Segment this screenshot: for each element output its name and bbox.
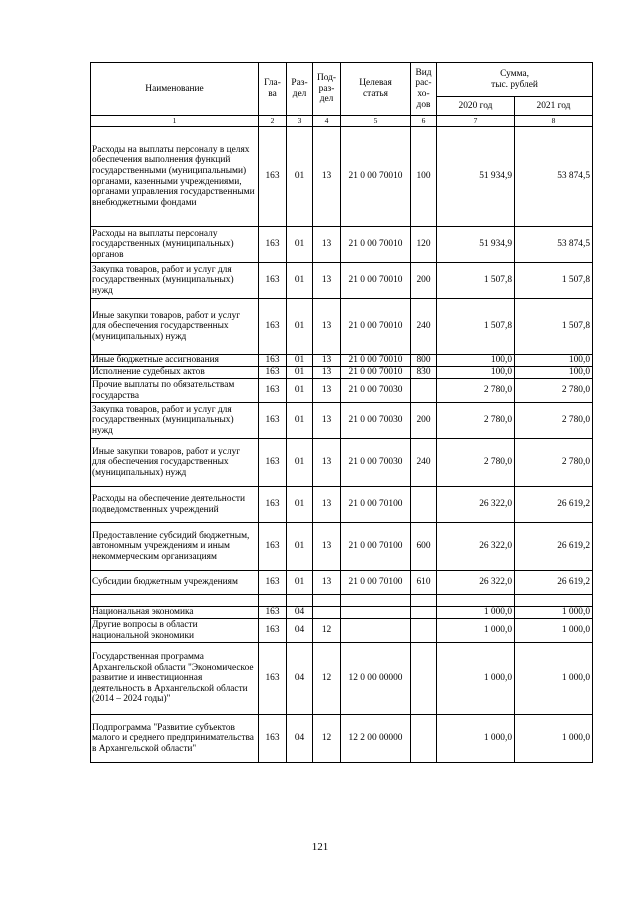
cell-razdel: 01 (287, 263, 313, 299)
table-row (91, 263, 593, 299)
cell-vid (411, 643, 437, 715)
cell-glava: 163 (259, 379, 287, 403)
cell-target: 21 0 00 70010 (341, 263, 411, 299)
col-number: 7 (437, 116, 515, 127)
cell-vid: 240 (411, 439, 437, 487)
cell-podrazdel: 13 (313, 127, 341, 227)
cell-target (341, 595, 411, 607)
cell-glava: 163 (259, 487, 287, 523)
cell-2020: 26 322,0 (437, 571, 515, 595)
cell-target: 12 2 00 00000 (341, 715, 411, 763)
cell-glava: 163 (259, 299, 287, 355)
table-row (91, 487, 593, 523)
cell-name: Расходы на выплаты персоналу в целях обеспечения выполнения функций государственными (муниципальными) органами, казенными учреждениями, органами управления государственными внебюджетными фондами (91, 127, 259, 227)
cell-glava: 163 (259, 227, 287, 263)
cell-vid (411, 379, 437, 403)
cell-name: Государственная программа Архангельской области "Экономическое развитие и инвестиционная деятельность в Архангельской области (2014 – 2024 годы)" (91, 643, 259, 715)
cell-2021: 2 780,0 (515, 403, 593, 439)
cell-razdel: 01 (287, 227, 313, 263)
cell-2021: 100,0 (515, 367, 593, 379)
cell-target: 21 0 00 70100 (341, 523, 411, 571)
cell-glava: 163 (259, 355, 287, 367)
col-number: 2 (259, 116, 287, 127)
table-row (91, 439, 593, 487)
cell-name: Иные закупки товаров, работ и услуг для обеспечения государственных (муниципальных) нужд (91, 299, 259, 355)
cell-2021: 100,0 (515, 355, 593, 367)
cell-vid (411, 595, 437, 607)
cell-podrazdel: 13 (313, 523, 341, 571)
cell-name: Закупка товаров, работ и услуг для государственных (муниципальных) нужд (91, 263, 259, 299)
table-row (91, 715, 593, 763)
cell-name: Исполнение судебных актов (91, 367, 259, 379)
cell-2021: 53 874,5 (515, 227, 593, 263)
cell-target: 21 0 00 70010 (341, 127, 411, 227)
header-name: Наименование (91, 63, 259, 116)
table-row (91, 643, 593, 715)
cell-vid: 610 (411, 571, 437, 595)
cell-2020 (437, 595, 515, 607)
col-number: 8 (515, 116, 593, 127)
cell-name: Прочие выплаты по обязательствам государства (91, 379, 259, 403)
cell-2021: 1 000,0 (515, 643, 593, 715)
table-row (91, 619, 593, 643)
col-number: 4 (313, 116, 341, 127)
cell-name: Иные бюджетные ассигнования (91, 355, 259, 367)
cell-target: 12 0 00 00000 (341, 643, 411, 715)
table-row (91, 403, 593, 439)
table-header (91, 63, 593, 127)
cell-razdel: 01 (287, 299, 313, 355)
cell-target: 21 0 00 70030 (341, 379, 411, 403)
cell-target: 21 0 00 70010 (341, 367, 411, 379)
cell-2020: 26 322,0 (437, 487, 515, 523)
cell-2020: 2 780,0 (437, 379, 515, 403)
table-row (91, 227, 593, 263)
cell-glava: 163 (259, 715, 287, 763)
cell-2021: 1 507,8 (515, 299, 593, 355)
cell-2020: 1 507,8 (437, 299, 515, 355)
table-row (91, 379, 593, 403)
cell-target (341, 619, 411, 643)
header-target: Целевая статья (341, 63, 411, 116)
table-row (91, 571, 593, 595)
cell-vid: 240 (411, 299, 437, 355)
cell-name: Подпрограмма "Развитие субъектов малого и среднего предпринимательства в Архангельской области" (91, 715, 259, 763)
cell-razdel: 01 (287, 127, 313, 227)
cell-target: 21 0 00 70100 (341, 487, 411, 523)
budget-table (90, 62, 593, 763)
cell-name: Субсидии бюджетным учреждениям (91, 571, 259, 595)
cell-2021: 2 780,0 (515, 379, 593, 403)
cell-target: 21 0 00 70100 (341, 571, 411, 595)
cell-glava: 163 (259, 619, 287, 643)
cell-2020: 51 934,9 (437, 227, 515, 263)
cell-podrazdel: 13 (313, 403, 341, 439)
cell-razdel: 01 (287, 439, 313, 487)
cell-glava: 163 (259, 403, 287, 439)
cell-podrazdel: 13 (313, 571, 341, 595)
cell-razdel (287, 595, 313, 607)
cell-vid (411, 619, 437, 643)
cell-vid: 830 (411, 367, 437, 379)
cell-target: 21 0 00 70030 (341, 439, 411, 487)
cell-podrazdel: 12 (313, 715, 341, 763)
cell-2021: 1 000,0 (515, 607, 593, 619)
cell-2020: 1 000,0 (437, 607, 515, 619)
cell-2021: 1 000,0 (515, 619, 593, 643)
col-number: 5 (341, 116, 411, 127)
cell-podrazdel: 13 (313, 379, 341, 403)
cell-podrazdel: 13 (313, 299, 341, 355)
cell-glava: 163 (259, 367, 287, 379)
cell-2021 (515, 595, 593, 607)
cell-2020: 1 000,0 (437, 715, 515, 763)
cell-vid: 200 (411, 263, 437, 299)
cell-target: 21 0 00 70010 (341, 299, 411, 355)
cell-vid (411, 715, 437, 763)
cell-name: Закупка товаров, работ и услуг для государственных (муниципальных) нужд (91, 403, 259, 439)
cell-target: 21 0 00 70010 (341, 227, 411, 263)
col-number: 6 (411, 116, 437, 127)
cell-podrazdel: 12 (313, 643, 341, 715)
table-body (91, 127, 593, 763)
cell-2020: 1 000,0 (437, 619, 515, 643)
cell-glava (259, 595, 287, 607)
cell-name (91, 595, 259, 607)
cell-razdel: 04 (287, 715, 313, 763)
cell-podrazdel (313, 595, 341, 607)
cell-razdel: 01 (287, 367, 313, 379)
cell-podrazdel: 12 (313, 619, 341, 643)
cell-2021: 1 000,0 (515, 715, 593, 763)
cell-vid (411, 607, 437, 619)
cell-razdel: 04 (287, 643, 313, 715)
table-row (91, 523, 593, 571)
cell-name: Расходы на обеспечение деятельности подведомственных учреждений (91, 487, 259, 523)
table-row (91, 355, 593, 367)
cell-glava: 163 (259, 643, 287, 715)
cell-vid: 100 (411, 127, 437, 227)
header-year-2020: 2020 год (437, 97, 515, 116)
cell-glava: 163 (259, 607, 287, 619)
cell-2020: 51 934,9 (437, 127, 515, 227)
cell-2021: 26 619,2 (515, 571, 593, 595)
cell-podrazdel: 13 (313, 263, 341, 299)
cell-razdel: 01 (287, 571, 313, 595)
cell-podrazdel: 13 (313, 487, 341, 523)
table-row (91, 299, 593, 355)
cell-2021: 26 619,2 (515, 523, 593, 571)
header-vid: Вид рас- хо- дов (411, 63, 437, 116)
cell-name: Другие вопросы в области национальной экономики (91, 619, 259, 643)
cell-2020: 2 780,0 (437, 439, 515, 487)
cell-2020: 2 780,0 (437, 403, 515, 439)
header-sum: Сумма, тыс. рублей (437, 63, 593, 97)
cell-podrazdel: 13 (313, 227, 341, 263)
cell-razdel: 04 (287, 607, 313, 619)
header-razdel: Раз- дел (287, 63, 313, 116)
cell-podrazdel: 13 (313, 367, 341, 379)
cell-2020: 1 000,0 (437, 643, 515, 715)
budget-table-sheet (90, 62, 592, 763)
cell-podrazdel (313, 607, 341, 619)
col-number: 1 (91, 116, 259, 127)
cell-2021: 2 780,0 (515, 439, 593, 487)
col-number: 3 (287, 116, 313, 127)
column-numbers-row (91, 116, 593, 127)
cell-razdel: 01 (287, 487, 313, 523)
cell-podrazdel: 13 (313, 355, 341, 367)
cell-target: 21 0 00 70010 (341, 355, 411, 367)
header-glava: Гла- ва (259, 63, 287, 116)
cell-razdel: 01 (287, 355, 313, 367)
cell-name: Предоставление субсидий бюджетным, автономным учреждениям и иным некоммерческим организациям (91, 523, 259, 571)
cell-vid: 800 (411, 355, 437, 367)
cell-razdel: 04 (287, 619, 313, 643)
cell-razdel: 01 (287, 379, 313, 403)
cell-target (341, 607, 411, 619)
cell-2020: 26 322,0 (437, 523, 515, 571)
cell-vid: 120 (411, 227, 437, 263)
table-row (91, 607, 593, 619)
table-row (91, 595, 593, 607)
cell-vid: 600 (411, 523, 437, 571)
cell-2021: 53 874,5 (515, 127, 593, 227)
cell-podrazdel: 13 (313, 439, 341, 487)
cell-name: Иные закупки товаров, работ и услуг для обеспечения государственных (муниципальных) нужд (91, 439, 259, 487)
cell-vid: 200 (411, 403, 437, 439)
table-row (91, 367, 593, 379)
cell-razdel: 01 (287, 403, 313, 439)
cell-2020: 1 507,8 (437, 263, 515, 299)
cell-glava: 163 (259, 571, 287, 595)
page-number: 121 (311, 841, 329, 853)
cell-razdel: 01 (287, 523, 313, 571)
cell-glava: 163 (259, 127, 287, 227)
cell-name: Расходы на выплаты персоналу государственных (муниципальных) органов (91, 227, 259, 263)
header-year-2021: 2021 год (515, 97, 593, 116)
cell-vid (411, 487, 437, 523)
cell-target: 21 0 00 70030 (341, 403, 411, 439)
table-row (91, 127, 593, 227)
cell-glava: 163 (259, 263, 287, 299)
cell-name: Национальная экономика (91, 607, 259, 619)
cell-glava: 163 (259, 523, 287, 571)
cell-2021: 26 619,2 (515, 487, 593, 523)
cell-2020: 100,0 (437, 355, 515, 367)
cell-2021: 1 507,8 (515, 263, 593, 299)
header-podrazdel: Под- раз- дел (313, 63, 341, 116)
cell-2020: 100,0 (437, 367, 515, 379)
cell-glava: 163 (259, 439, 287, 487)
